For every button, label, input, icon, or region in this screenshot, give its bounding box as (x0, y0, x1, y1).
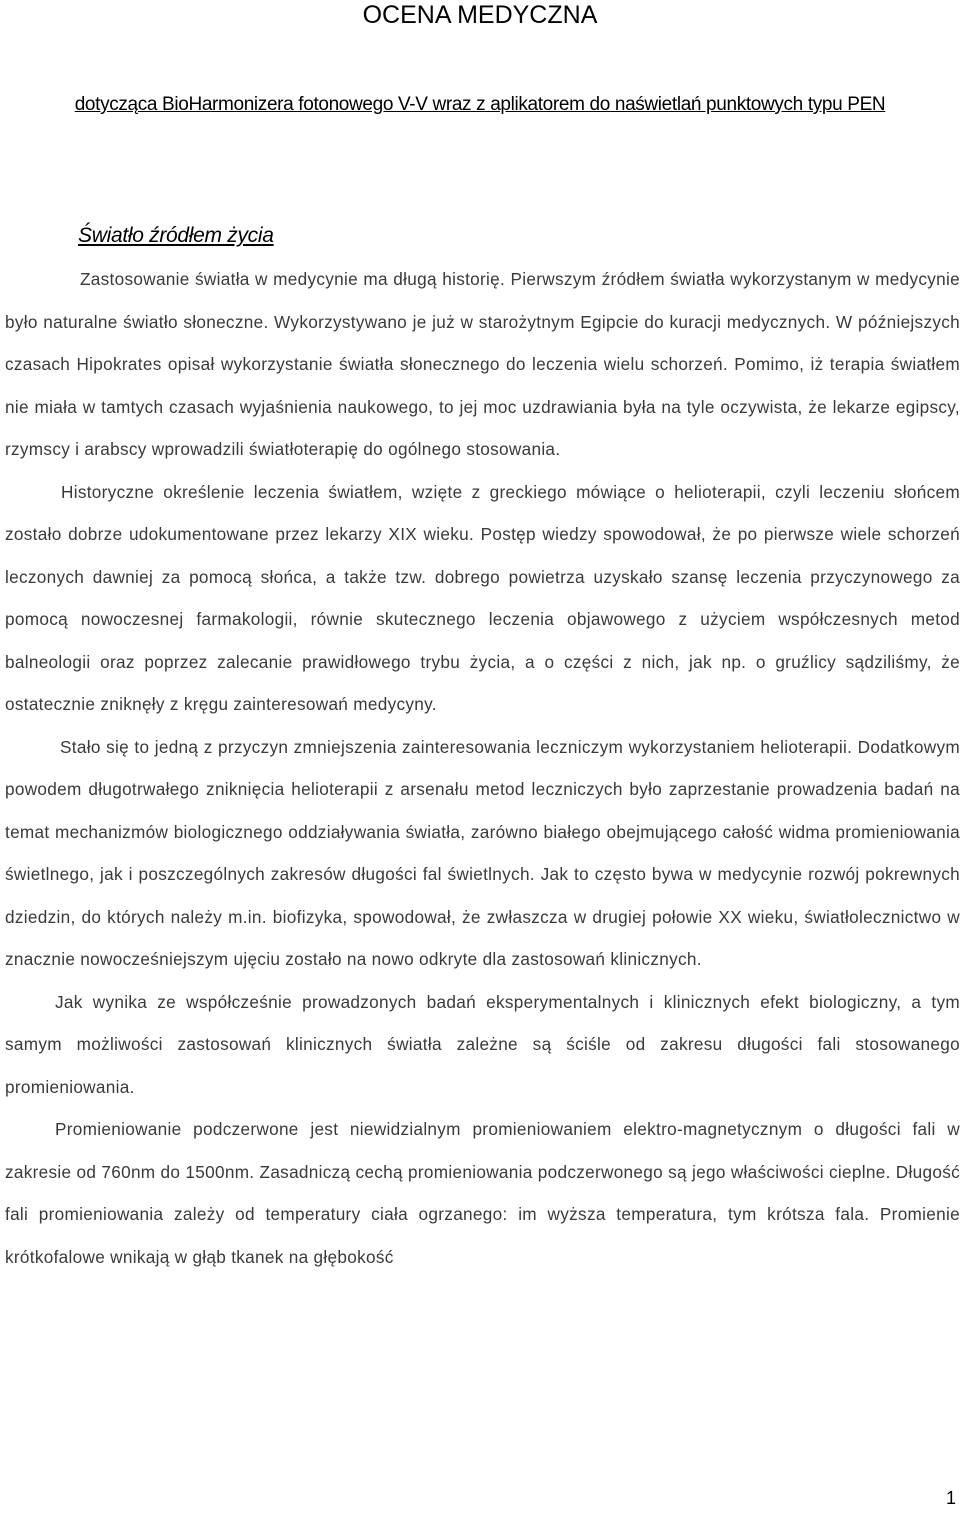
paragraph: Stało się to jedną z przyczyn zmniejszenia zainteresowania leczniczym wykorzystaniem helioterapii. Dodatkowym powodem długotrwałego zniknięcia helioterapii z arsenału metod leczniczych było zaprzestanie prowadzenia badań na temat mechanizmów biologicznego oddziaływania światła, zarówno białego obejmującego całość widma promieniowania świetlnego, jak i poszczególnych zakresów długości fal świetlnych. Jak to często bywa w medycynie rozwój pokrewnych dziedzin, do których należy m.in. biofizyka, spowodował, że zwłaszcza w drugiej połowie XX wieku, światłolecznictwo w znacznie nowocześniejszym ujęciu zostało na nowo odkryte dla zastosowań klinicznych. (5, 736, 960, 969)
section-heading: Światło źródłem życia (78, 224, 274, 247)
body-text (5, 258, 960, 1278)
page-number: 1 (945, 1488, 956, 1508)
document-title: OCENA MEDYCZNA (362, 1, 598, 29)
paragraph: Jak wynika ze współcześnie prowadzonych badań eksperymentalnych i klinicznych efekt biologiczny, a tym samym możliwości zastosowań klinicznych światła zależne są ściśle od zakresu długości fali stosowanego promieniowania. (5, 991, 960, 1097)
paragraph: Promieniowanie podczerwone jest niewidzialnym promieniowaniem elektro-magnetycznym o długości fali w zakresie od 760nm do 1500nm. Zasadniczą cechą promieniowania podczerwonego są jego właściwości cieplne. Długość fali promieniowania zależy od temperatury ciała ogrzanego: im wyższa temperatura, tym krótsza fala. Promienie krótkofalowe wnikają w głąb tkanek na głębokość (5, 1119, 960, 1267)
document-subtitle: dotycząca BioHarmonizera fotonowego V-V wraz z aplikatorem do naświetlań punktowych typu PEN (74, 94, 886, 115)
paragraph: Zastosowanie światła w medycynie ma długą historię. Pierwszym źródłem światła wykorzystanym w medycynie było naturalne światło słoneczne. Wykorzystywano je już w starożytnym Egipcie do kuracji medycznych. W późniejszych czasach Hipokrates opisał wykorzystanie światła słonecznego do leczenia wielu schorzeń. Pomimo, iż terapia światłem nie miała w tamtych czasach wyjaśnienia naukowego, to jej moc uzdrawiania była na tyle oczywista, że lekarze egipscy, rzymscy i arabscy wprowadzili światłoterapię do ogólnego stosowania. (5, 269, 960, 459)
paragraph: Historyczne określenie leczenia światłem, wzięte z greckiego mówiące o helioterapii, czyli leczeniu słońcem zostało dobrze udokumentowane przez lekarzy XIX wieku. Postęp wiedzy spowodował, że po pierwsze wiele schorzeń leczonych dawniej za pomocą słońca, a także tzw. dobrego powietrza uzyskało szansę leczenia przyczynowego za pomocą nowoczesnej farmakologii, równie skutecznego leczenia objawowego z użyciem współczesnych metod balneologii oraz poprzez zalecanie prawidłowego trybu życia, a o części z nich, jak np. o gruźlicy sądziliśmy, że ostatecznie zniknęły z kręgu zainteresowań medycyny. (5, 481, 960, 714)
